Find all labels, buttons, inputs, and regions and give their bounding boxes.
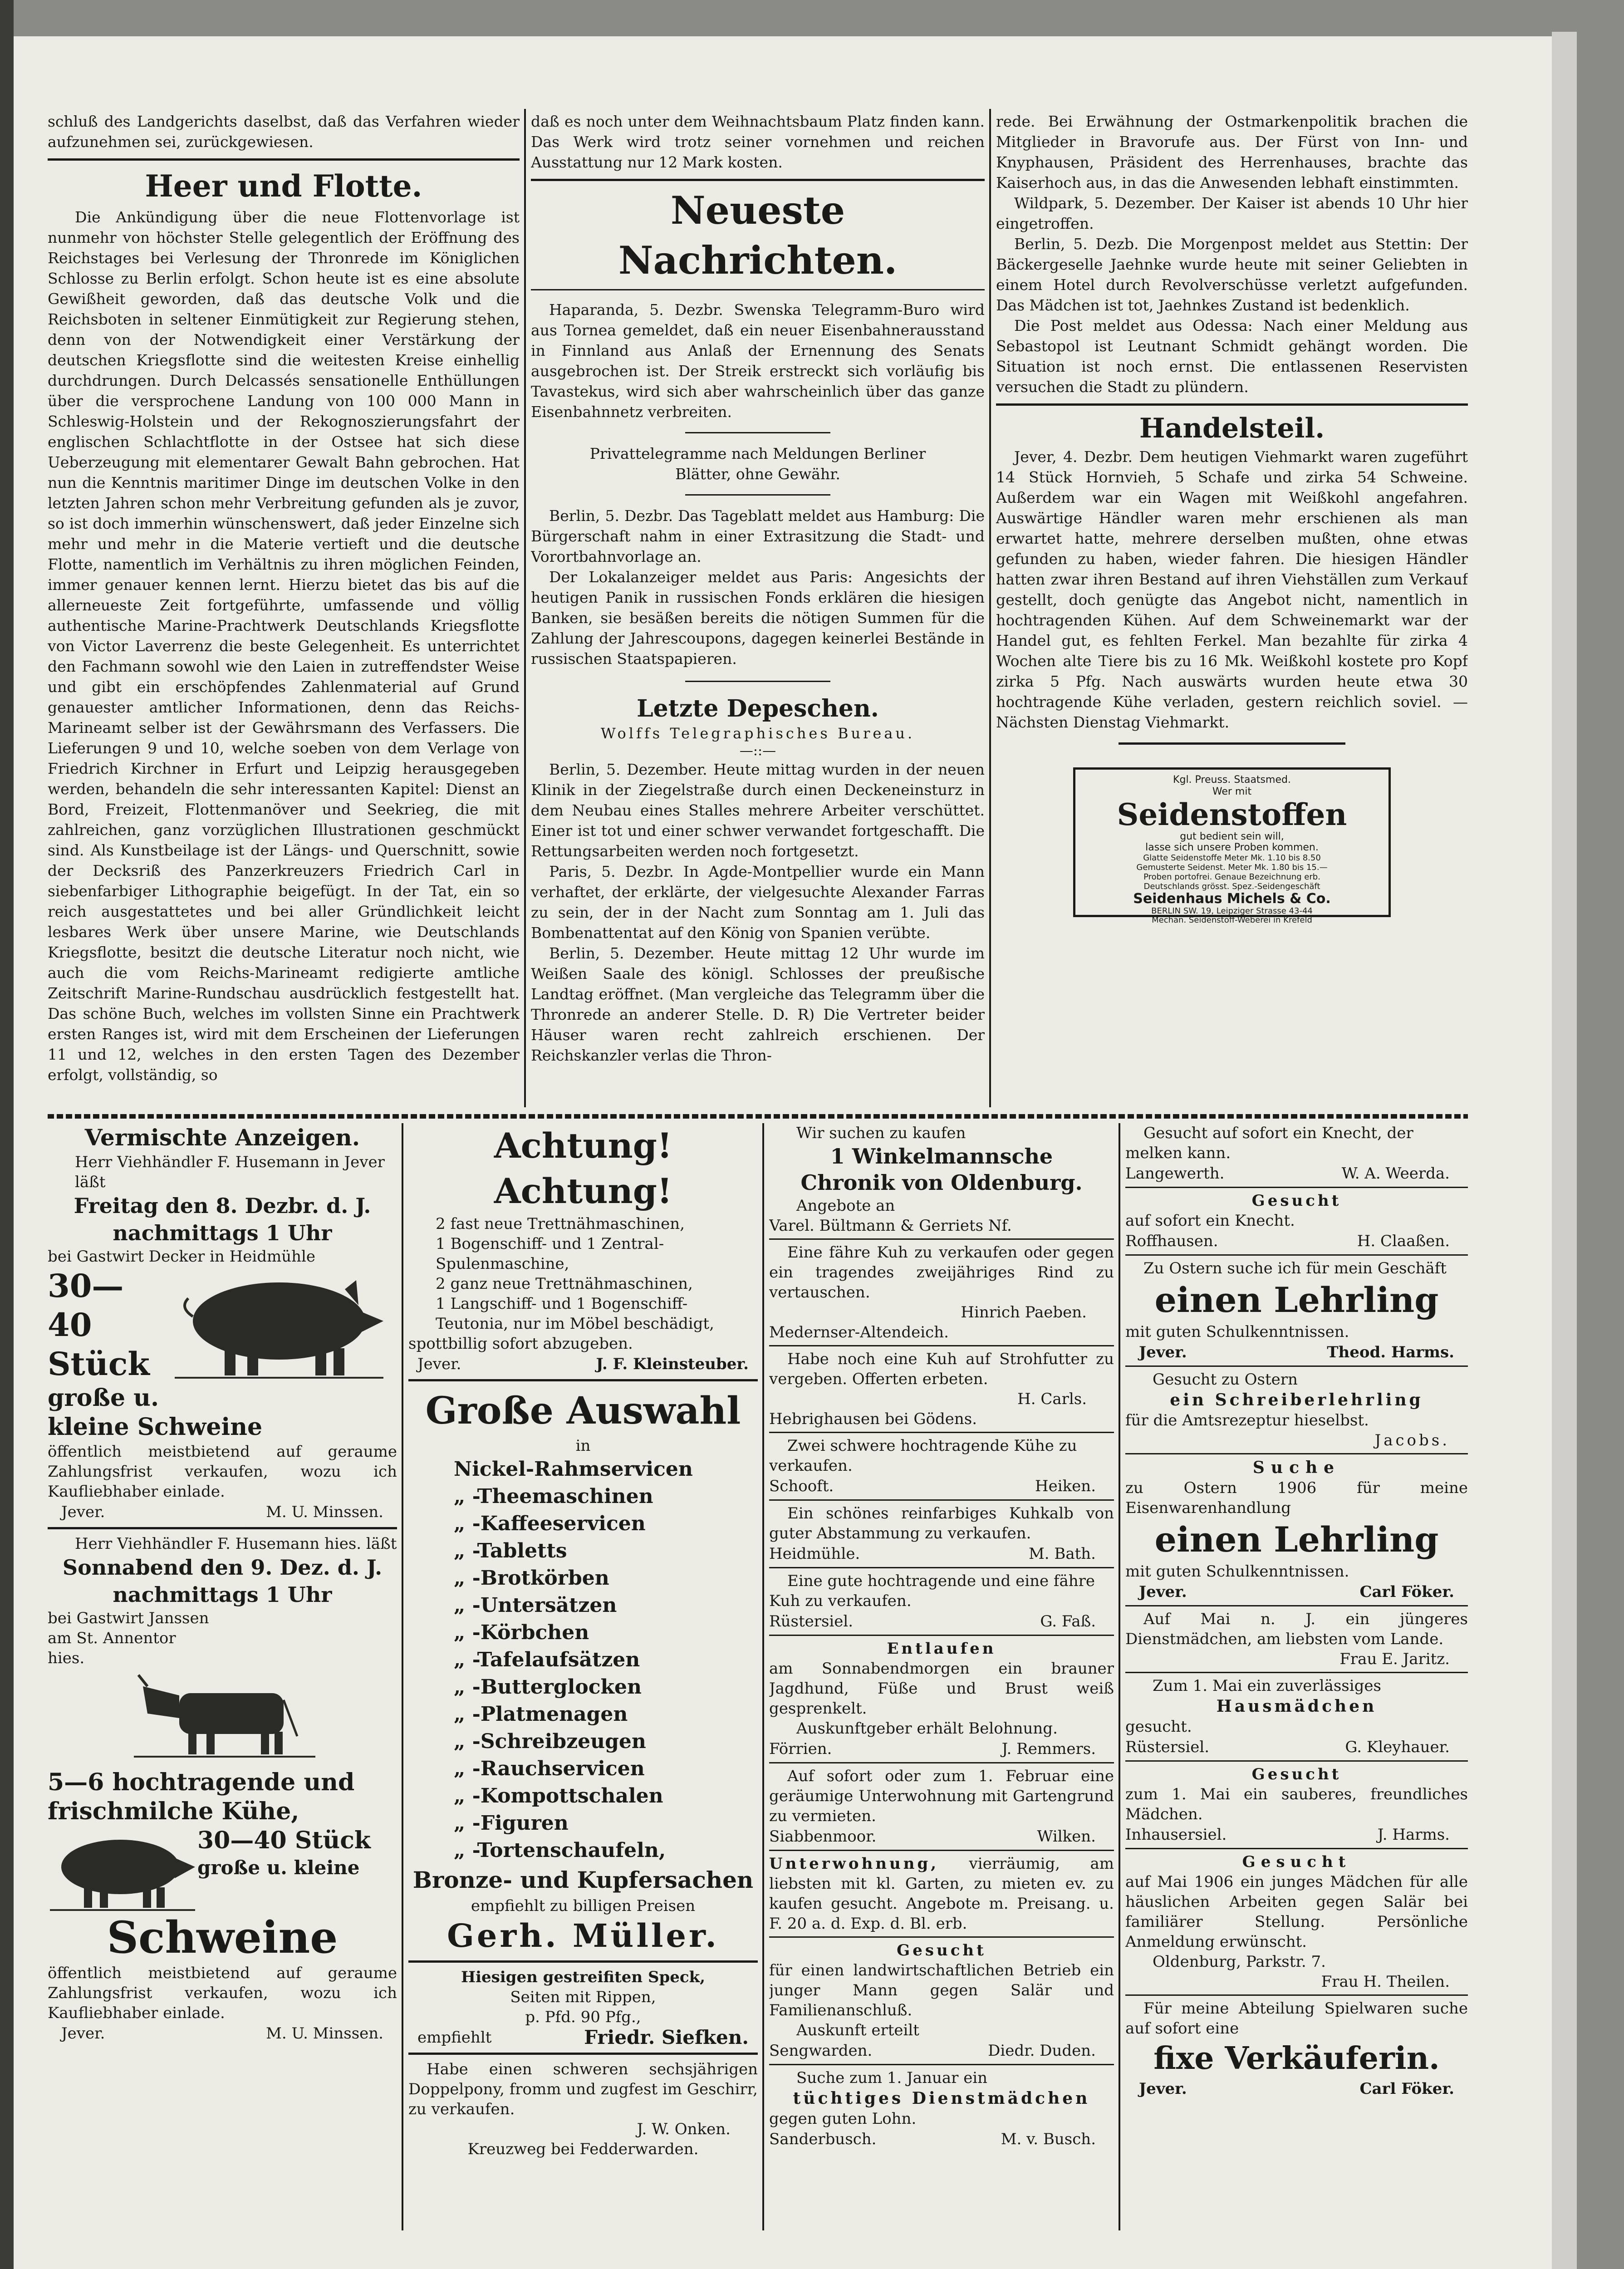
ad-signature (48, 2023, 397, 2044)
ad-text: Gesucht zu Ostern (1153, 1370, 1298, 1389)
ad-lehrling: einen Lehrling (1154, 1280, 1439, 1320)
heading-vermischte-anzeigen: Vermischte Anzeigen. (84, 1124, 360, 1151)
ad-empfiehlt: empfiehlt zu billigen Preisen (471, 1897, 696, 1915)
ad-speck: Hiesigen gestreifiten Speck, (461, 1968, 706, 1986)
ad-name: Wilken. (1037, 1827, 1096, 1846)
heading-letzte-depeschen: Letzte Depeschen. (637, 695, 879, 722)
product-item: „ -Tafelaufsätzen (454, 1648, 640, 1671)
ad-item: 1 Langschiff- und 1 Bogenschiff-Teutonia, nur im Möbel beschädigt, (436, 1295, 714, 1333)
news-berlin-1: Berlin, 5. Dezbr. Das Tageblatt meldet aus Hamburg: Die Bürgerschaft nahm in einer Extrasitzung die Stadt- und Vorortbahnvorlage an. (531, 507, 985, 565)
heading-grosse-auswahl: Große Auswahl (425, 1389, 741, 1433)
ad-item: spottbillig sofort abzugeben. (408, 1335, 633, 1353)
article-heer-und-flotte: Die Ankündigung über die neue Flottenvorlage ist nunmehr von höchster Stelle gelegentlich der Eröffnung des Reichstages bei Verlesung der Thronrede im Königlichen Schlosse zu Berlin erfolgt. Schon heute ist es eine absolute Gewißheit geworden, daß das deutsche Volk und die Reichsboten in seltener Einmütigkeit zur Regierung stehen, denn von der Notwendigkeit einer Verstärkung der deutschen Kriegsflotte sind die weitesten Kreise einhellig durchdrungen. Durch Delcassés sensationelle Enthüllungen über die versprochene Landung von 100 000 Mann in Schleswig-Holstein und der Rekognoszierungsfahrt der englischen Schlachtflotte in der Ostsee hat sich diese Ueberzeugung mit elementarer Gewalt Bahn gebrochen. Hat nun die Kenntnis maritimer Dinge im deutschen Volke in den letzten Jahren schon mehr Verbreitung gefunden als je zuvor, so ist doch immerhin wünschenswert, daß jeder Einzelne sich mehr und mehr in die Materie vertieft und die deutsche Flotte, namentlich im Verhältnis zu ihren möglichen Feinden, immer genauer kennen lernt. Hierzu bietet das bis auf die allerneueste Zeit fortgeführte, umfassende und völlig authentische Marine-Prachtwerk Deutschlands Kriegsflotte von Victor Laverrenz die beste Gelegenheit. Es unterrichtet den Fachmann sowohl wie den Laien in zutreffendster Weise und gibt ein erschöpfendes Zahlenmaterial auf Grund genauester amtlicher Informationen, denn das Reichs-Marineamt selber ist der Gewährsmann des Verfassers. Die Lieferungen 9 und 10, welche soeben von dem Verlage von Friedrich Kirchner in Erfurt und Leipzig herausgegeben werden, behandeln die sehr interessanten Kapitel: Dienst an Bord, Freizeit, Flottenmanöver und Seekrieg, die mit zahlreichen, ganz vorzüglichen Illustrationen geschmückt sind. Als Kunstbeilage ist der Längs- und Querschnitt, sowie der Decksriß des Panzerkreuzers Friedrich Carl in siebenfarbiger Lithographie beigefügt. In der Tat, ein so reich ausgestattetes und bei aller Gründlichkeit leicht lesbares Werk über unsere Marine, wie Deutschlands Kriegsflotte, besitzt die deutsche Literatur noch nicht, wie auch die vom Reichs-Marineamt redigierte amtliche Zeitschrift Marine-Rundschau ausdrücklich festgestellt hat. Das schöne Buch, welches im vollsten Sinne ein Prachtwerk ersten Ranges ist, wird mit dem Erscheinen der Lieferungen 11 und 12, welches in den ersten Tagen des Dezember erfolgt, vollständig, so (48, 208, 520, 1084)
divider (1125, 1848, 1468, 1849)
ad-text: vierräumig, am liebsten mit kl. Garten, zu mieten ev. zu kaufen gesucht. Angebote m. Preisang. u. F. 20 a. d. Exp. d. Bl. erb. (769, 1855, 1114, 1933)
ad-bronze: Bronze- und Kupfersachen (412, 1866, 754, 1893)
separator-mark: —::— (739, 743, 776, 759)
divider (769, 1238, 1114, 1240)
ad-place: Schooft. (769, 1477, 834, 1495)
pig-illustration (166, 1267, 397, 1380)
ad-text: gesucht. (1125, 1718, 1192, 1736)
divider (685, 494, 830, 496)
ad-time: nachmittags 1 Uhr (113, 1582, 332, 1607)
ad-name: Hinrich Paeben. (961, 1303, 1087, 1321)
divider (769, 1762, 1114, 1763)
divider (685, 681, 830, 682)
column-rule (402, 1123, 403, 2230)
divider (1125, 1254, 1468, 1256)
news-lokalanzeiger: Der Lokalanzeiger meldet aus Paris: Angesichts der heutigen Panik in russischen Fonds erklären die hiesigen Banken, sie besäßen bereits die nötigen Summen für die Zahlung der Jahrescoupons, dagegen keinerlei Bestände in russischen Staatspapieren. (531, 568, 985, 668)
advert-line: Mechan. Seidenstoff-Weberei in Krefeld (1152, 915, 1312, 925)
divider (769, 1345, 1114, 1346)
ad-lehrling: einen Lehrling (1154, 1519, 1439, 1560)
section-separator (48, 1114, 1468, 1119)
ad-text: Varel. Bültmann & Gerriets Nf. (769, 1217, 1012, 1235)
ad-hausmaedchen: Hausmädchen (1216, 1697, 1377, 1716)
ad-text: Eine fähre Kuh zu verkaufen oder gegen ein tragendes zweijähriges Rind zu vertauschen. (769, 1243, 1114, 1301)
ad-schreiberlehrling: ein Schreiberlehrling (1170, 1390, 1423, 1410)
divider (408, 1960, 758, 1963)
product-item: „ -Untersätzen (454, 1594, 617, 1617)
ad-name: Carl Föker. (1359, 2080, 1454, 2098)
ad-text: am Sonnabendmorgen ein brauner Jagdhund, Füße und Brust weiß gesprenkelt. (769, 1660, 1114, 1718)
ad-text: öffentlich meistbietend auf geraume Zahlungsfrist verkaufen, wozu ich Kaufliebhaber einlade. (48, 1964, 397, 2022)
ad-text: bei Gastwirt Janssen am St. Annentor hies. (48, 1609, 209, 1667)
ad-signature (48, 1502, 397, 1522)
ad-text: zum 1. Mai ein sauberes, freundliches Mädchen. (1125, 1785, 1468, 1823)
divider (408, 2053, 758, 2055)
ad-place: Hebrighausen bei Gödens. (769, 1410, 977, 1428)
ad-head-gesucht: Gesucht (897, 1941, 986, 1960)
divider (1125, 1605, 1468, 1606)
product-item: „ -Theemaschinen (454, 1485, 653, 1508)
ad-name: J. W. Onken. (637, 2120, 731, 2138)
wolff-bureau: Wolffs Telegraphisches Bureau. (600, 725, 915, 742)
ad-date: Sonnabend den 9. Dez. d. J. (62, 1555, 383, 1580)
ad-name: J. Remmers. (1001, 1740, 1096, 1758)
ad-signature (1125, 1163, 1468, 1184)
pig-illustration (48, 1826, 197, 1912)
advert-line: gut bedient sein will, (1180, 831, 1284, 842)
product-item: „ -Platmenagen (454, 1703, 628, 1726)
ad-stueck: Stück (48, 1345, 150, 1383)
ad-place: Roffhausen. (1125, 1232, 1218, 1250)
ad-name: M. U. Minssen. (266, 2024, 383, 2043)
ad-place: Förrien. (769, 1740, 832, 1758)
advert-line: Proben portofrei. Genaue Bezeichnung erb. (1143, 872, 1320, 882)
divider (685, 432, 830, 433)
ad-kleine-schweine: kleine Schweine (48, 1413, 263, 1441)
ad-unterwohnung (769, 1854, 1114, 1934)
heading-achtung: Achtung! Achtung! (494, 1125, 672, 1211)
divider (408, 1379, 758, 1381)
news-berlin-4: Berlin, 5. Dezb. Die Morgenpost meldet aus Stettin: Der Bäckergeselle Jaehnke wurde heute mit seiner Geliebten in einem Hotel durch Revolverschüsse verletzt aufgefunden. Das Mädchen ist tot, Jaehnkes Zustand ist bedenklich. (996, 235, 1468, 314)
ad-name: G. Faß. (1040, 1612, 1096, 1631)
ad-head-gesucht: Gesucht (1251, 1765, 1342, 1783)
ad-head-suche: Suche (1252, 1458, 1341, 1477)
ad-date: Freitag den 8. Dezbr. d. J. (74, 1193, 371, 1218)
ad-signature (1125, 1581, 1468, 1602)
divider (1125, 1187, 1468, 1188)
ad-name: Carl Föker. (1359, 1583, 1454, 1601)
ad-signature (769, 1543, 1114, 1564)
ad-text: Suche zum 1. Januar ein (796, 2069, 988, 2087)
ad-text: für die Amtsrezeptur hieselbst. (1125, 1411, 1369, 1429)
column-rule (989, 109, 991, 1107)
divider (769, 1635, 1114, 1636)
advert-line: Kgl. Preuss. Staatsmed. (1173, 774, 1291, 786)
ad-item: 1 Bogenschiff- und 1 Zentral-Spulenmaschine, (436, 1235, 664, 1273)
ad-name: Theod. Harms. (1327, 1343, 1454, 1361)
ad-head-gesucht: Gesucht (1251, 1192, 1342, 1210)
ad-text: gegen guten Lohn. (769, 2110, 917, 2128)
ad-name: M. U. Minssen. (266, 1503, 383, 1521)
carryover-text: schluß des Landgerichts daselbst, daß das Verfahren wieder aufzunehmen sei, zurückgewiesen. (48, 113, 520, 151)
ad-text: Auf sofort oder zum 1. Februar eine geräumige Unterwohnung mit Gartengrund zu vermieten. (769, 1767, 1114, 1825)
product-item: „ -Rauchservicen (454, 1757, 645, 1780)
ad-place: Jever. (1139, 1583, 1187, 1601)
ad-text: Angebote an (796, 1197, 895, 1215)
ad-name: Diedr. Duden. (988, 2042, 1096, 2060)
ad-schweine: Schweine (107, 1912, 338, 1963)
ad-signature (1125, 1824, 1468, 1845)
carryover-text: daß es noch unter dem Weihnachtsbaum Platz finden kann. Das Werk wird trotz seiner vornehmen und reichen Ausstattung nur 12 Mark kosten. (531, 113, 985, 171)
ad-place: Heidmühle. (769, 1545, 860, 1563)
ad-text: Herr Viehhändler F. Husemann in Jever läßt (75, 1153, 385, 1191)
ad-kuehe-line-2: frischmilche Kühe, (48, 1798, 299, 1825)
ads-column-c (769, 1123, 1114, 2230)
ad-place: Rüstersiel. (1125, 1738, 1210, 1756)
ad-text: Zum 1. Mai ein zuverlässiges (1153, 1677, 1381, 1695)
column-rule (762, 1123, 764, 2230)
carryover-text: rede. Bei Erwähnung der Ostmarkenpolitik brachen die Mitglieder in Bravorufe aus. Der Fürst von Inn- und Knyphausen, Präsident des Herrenhauses, brachte das Kaiserhoch aus, in das die Anwesenden lebhaft einstimmten. (996, 113, 1468, 192)
divider (1125, 1672, 1468, 1673)
ad-in: in (575, 1437, 591, 1455)
ad-name: Frau H. Theilen. (1321, 1973, 1450, 1991)
heading-handelsteil: Handelsteil. (1139, 413, 1325, 444)
ad-signature (769, 1476, 1114, 1497)
news-odessa: Die Post meldet aus Odessa: Nach einer Meldung aus Sebastopol ist Leutnant Schmidt gehängt worden. Die Situation ist noch ernst. Die entlassenen Reservisten versuchen die Stadt zu plündern. (996, 317, 1468, 396)
seidenhaus-advert (1073, 767, 1391, 925)
ad-text: Chronik von Oldenburg. (800, 1170, 1083, 1195)
divider (531, 289, 985, 290)
divider (1125, 1760, 1468, 1762)
product-item: „ -Tortenschaufeln, (454, 1839, 666, 1862)
product-item: „ -Figuren (454, 1812, 569, 1835)
divider (769, 1499, 1114, 1501)
ad-text: Gesucht auf sofort ein Knecht, der melken kann. (1125, 1124, 1413, 1162)
ad-text: Habe einen schweren sechsjährigen Doppelpony, fromm und zugfest im Geschirr, zu verkaufen. (408, 2060, 758, 2118)
ad-text: Eine gute hochtragende und eine fähre Kuh zu verkaufen. (769, 1572, 1095, 1610)
advert-firm: Seidenhaus Michels & Co. (1133, 891, 1331, 907)
ad-text: auf sofort ein Knecht. (1125, 1212, 1295, 1230)
advert-line: lasse sich unsere Proben kommen. (1145, 842, 1319, 853)
ad-price: p. Pfd. 90 Pfg., (525, 2008, 641, 2026)
ad-place: Medernser-Altendeich. (769, 1323, 949, 1341)
column-rule (524, 109, 526, 1107)
ad-place: Sengwarden. (769, 2042, 873, 2060)
ad-text: Auskunftgeber erhält Belohnung. (796, 1719, 1058, 1738)
product-item: „ -Körbchen (454, 1621, 589, 1644)
advert-line: Gemusterte Seidenst. Meter Mk. 1.80 bis 15.— (1136, 863, 1328, 872)
ad-name: J. F. Kleinsteuber. (596, 1355, 749, 1373)
newspaper-page (14, 36, 1552, 2269)
ad-place: Jever. (417, 1355, 461, 1373)
news-paris: Paris, 5. Dezbr. In Agde-Montpellier wurde ein Mann verhaftet, der erklärte, der vielgesuchte Alexander Farras zu sein, der in der Nacht zum Sonntag am 1. Juli das Bombenattentat auf den König von Spanien verübte. (531, 863, 985, 942)
ad-place: Jever. (1139, 2080, 1187, 2098)
scan-binding-edge (0, 0, 14, 2269)
ad-signature (1125, 2078, 1468, 2099)
ad-text: zu Ostern 1906 für meine Eisenwarenhandlung (1125, 1479, 1468, 1517)
ad-signature (408, 1354, 758, 1375)
ad-signature (769, 1739, 1114, 1759)
divider (531, 179, 985, 181)
product-item: „ -Schreibzeugen (454, 1730, 646, 1753)
ad-place: Jever. (61, 2024, 105, 2043)
advert-line: Deutschlands grösst. Spez.-Seidengeschäft (1143, 882, 1320, 891)
ad-head-gesucht: Gesucht (1242, 1853, 1351, 1871)
divider (996, 403, 1468, 406)
ad-grosse: große u. (48, 1384, 159, 1412)
divider (769, 1936, 1114, 1938)
product-item: Nickel-Rahmservicen (454, 1458, 693, 1481)
cow-illustration (129, 1668, 397, 1759)
divider (48, 158, 520, 161)
ad-place: Oldenburg, Parkstr. 7. (1153, 1953, 1326, 1971)
divider (1125, 1994, 1468, 1996)
advert-line: Wer mit (1212, 786, 1252, 797)
ad-place: Kreuzweg bei Fedderwarden. (467, 2140, 699, 2158)
ad-kuehe-line-1: 5—6 hochtragende und (48, 1768, 355, 1796)
ad-verkaeuferin: fixe Verkäuferin. (1153, 2040, 1440, 2077)
ad-text: öffentlich meistbietend auf geraume Zahlungsfrist verkaufen, wozu ich Kaufliebhaber einlade. (48, 1443, 397, 1501)
ad-signature (769, 2129, 1114, 2150)
ad-text: Herr Viehhändler F. Husemann hies. läßt (75, 1535, 397, 1553)
ad-name: H. Carls. (1017, 1390, 1087, 1408)
ad-name: Friedr. Siefken. (584, 2026, 749, 2048)
ad-text: mit guten Schulkenntnissen. (1125, 1562, 1349, 1581)
news-wildpark: Wildpark, 5. Dezember. Der Kaiser ist abends 10 Uhr hier eingetroffen. (996, 194, 1468, 232)
ad-name: M. v. Busch. (1001, 2130, 1096, 2148)
product-list (408, 1456, 758, 1864)
ads-column-d (1125, 1123, 1468, 2230)
ad-signature (769, 1611, 1114, 1632)
ad-item: 2 ganz neue Trettnähmaschinen, (436, 1275, 693, 1293)
ad-name: Frau E. Jaritz. (1339, 1650, 1450, 1668)
divider (769, 1850, 1114, 1851)
ads-column-a (48, 1123, 397, 2230)
ad-place: Langewerth. (1125, 1164, 1225, 1183)
ad-text: Wir suchen zu kaufen (796, 1124, 966, 1142)
ad-head-unterwohnung: Unterwohnung, (769, 1855, 939, 1873)
heading-heer-und-flotte: Heer und Flotte. (145, 168, 422, 204)
product-item: „ -Tabletts (454, 1539, 567, 1562)
ad-grosse-kleine: große u. kleine (197, 1856, 360, 1879)
ad-text: empfiehlt (417, 2028, 492, 2047)
product-item: „ -Brotkörben (454, 1567, 609, 1590)
ad-text: 1 Winkelmannsche (830, 1144, 1053, 1169)
divider (769, 2064, 1114, 2065)
ad-signature (408, 2027, 758, 2048)
ad-place: Siabbenmoor. (769, 1827, 877, 1846)
advert-brand: Seidenstoffen (1117, 797, 1347, 832)
ad-text: Auf Mai n. J. ein jüngeres Dienstmädchen, am liebsten vom Lande. (1125, 1610, 1468, 1648)
ad-signature (1125, 1737, 1468, 1758)
ad-firm-gerh-mueller: Gerh. Müller. (447, 1917, 719, 1955)
ad-signature (1125, 1231, 1468, 1252)
product-item: „ -Kaffeeservicen (454, 1512, 646, 1535)
ad-count: 30—40 Stück (197, 1827, 371, 1854)
ad-name: M. Bath. (1028, 1545, 1096, 1563)
ad-text: Für meine Abteilung Spielwaren suche auf sofort eine (1125, 1999, 1468, 2038)
ad-place: Sanderbusch. (769, 2130, 877, 2148)
news-berlin-2: Berlin, 5. Dezember. Heute mittag wurden in der neuen Klinik in der Ziegelstraße durch einen Deckeneinsturz in dem Neubau eines Stalles mehrere Arbeiter verschüttet. Einer ist tot und einer schwer verwandet fortgeschafft. Die Rettungsarbeiten werden noch fortgesetzt. (531, 761, 985, 860)
divider (48, 1527, 397, 1529)
ad-dienstmaedchen: tüchtiges Dienstmädchen (793, 2089, 1090, 2108)
advert-line: BERLIN SW. 19, Leipziger Strasse 43-44 (1151, 906, 1313, 916)
ad-signature (769, 2040, 1114, 2061)
ad-name: J. Harms. (1377, 1826, 1450, 1844)
ad-name: G. Kleyhauer. (1345, 1738, 1450, 1756)
product-item: „ -Kompottschalen (454, 1784, 663, 1807)
ad-place: Jever. (61, 1503, 105, 1521)
ad-text: für einen landwirtschaftlichen Betrieb ein junger Mann gegen Salär und Familienanschluß. (769, 1961, 1114, 2019)
ad-text: Habe noch eine Kuh auf Strohfutter zu vergeben. Offerten erbeten. (769, 1350, 1114, 1388)
ad-text: Ein schönes reinfarbiges Kuhkalb von guter Abstammung zu verkaufen. (769, 1504, 1114, 1542)
ad-name: H. Claaßen. (1357, 1232, 1450, 1250)
ad-name: W. A. Weerda. (1341, 1164, 1450, 1183)
ad-text: bei Gastwirt Decker in Heidmühle (48, 1247, 316, 1266)
column-3 (996, 111, 1468, 1110)
ad-text: auf Mai 1906 ein junges Mädchen für alle häuslichen Arbeiten gegen Salär bei familiärer Stellung. Persönliche Anmeldung erwünscht. (1125, 1873, 1468, 1951)
news-haparanda: Haparanda, 5. Dezbr. Swenska Telegramm-Buro wird aus Tornea gemeldet, daß ein neuer Eisenbahnerausstand in Finnland aus Anlaß der Ernennung des Senats ausgebrochen ist. Der Streik erstreckt sich vorläufig bis Tavastekus, wird sich aber wahrscheinlich über das ganze Eisenbahnnetz verbreiten. (531, 301, 985, 421)
divider (1125, 1453, 1468, 1454)
ad-place: Jever. (1139, 1343, 1187, 1361)
ad-name: Heiken. (1035, 1477, 1096, 1495)
divider (1125, 1365, 1468, 1367)
ad-place: Inhausersiel. (1125, 1826, 1227, 1844)
scan-page-edge (1552, 32, 1577, 2269)
heading-neueste-nachrichten: Neueste Nachrichten. (618, 188, 898, 283)
ad-text: Seiten mit Rippen, (510, 1988, 656, 2006)
column-1 (48, 111, 520, 1110)
private-telegrams-head: Privattelegramme nach Meldungen Berliner Blätter, ohne Gewähr. (589, 445, 926, 483)
divider (1119, 742, 1345, 745)
product-item: „ -Butterglocken (454, 1675, 642, 1699)
divider (769, 1432, 1114, 1433)
ad-place: Rüstersiel. (769, 1612, 854, 1631)
advert-line: Glatte Seidenstoffe Meter Mk. 1.10 bis 8.50 (1143, 853, 1321, 863)
ad-signature (769, 1826, 1114, 1847)
ad-signature (1125, 1342, 1468, 1363)
ad-name: Jacobs. (1374, 1431, 1450, 1449)
ad-head-entlaufen: Entlaufen (887, 1640, 996, 1658)
ad-text: Auskunft erteilt (796, 2021, 919, 2039)
column-2 (531, 111, 985, 1110)
ad-text: mit guten Schulkenntnissen. (1125, 1323, 1349, 1341)
ad-text: Zwei schwere hochtragende Kühe zu verkaufen. (769, 1437, 1077, 1475)
ad-text: Zu Ostern suche ich für mein Geschäft (1143, 1259, 1447, 1277)
column-rule (1119, 1123, 1120, 2230)
ad-count: 30—40 (48, 1267, 124, 1344)
ad-time: nachmittags 1 Uhr (113, 1221, 332, 1245)
divider (769, 1567, 1114, 1568)
news-berlin-3: Berlin, 5. Dezember. Heute mittag 12 Uhr wurde im Weißen Saale des königl. Schlosses der preußische Landtag eröffnet. (Man vergleiche das Telegramm über die Thronrede an anderer Stelle. D. R) Die Vertreter beider Häuser waren recht zahlreich erschienen. Der Reichskanzler verlas die Thron- (531, 944, 985, 1064)
ads-column-b (408, 1123, 758, 2230)
market-report-jever: Jever, 4. Dezbr. Dem heutigen Viehmarkt waren zugeführt 14 Stück Hornvieh, 5 Schafe und zirka 54 Schweine. Außerdem war ein Wagen mit Weißkohl angefahren. Auswärtige Händler waren mehr erschienen als man erwartet hatte, mehrere derselben mußten, ohne etwas gefunden zu haben, wieder fahren. Die hiesigen Händler hatten zwar ihren Bestand auf ihren Viehställen zum Verkauf gestellt, doch genügte das Angebot nicht, namentlich in hochtragenden Kühen. Auf dem Schweinemarkt war der Handel gut, es fehlten Ferkel. Man bezahlte für zirka 4 Wochen alte Tiere bis zu 16 Mk. Weißkohl kostete pro Kopf zirka 5 Pfg. Nach auswärts wurden heute etwa 30 hochtragende Kühe verladen, gestern reichlich soviel. — Nächsten Dienstag Viehmarkt. (996, 448, 1468, 731)
ad-item: 2 fast neue Trettnähmaschinen, (436, 1215, 685, 1233)
